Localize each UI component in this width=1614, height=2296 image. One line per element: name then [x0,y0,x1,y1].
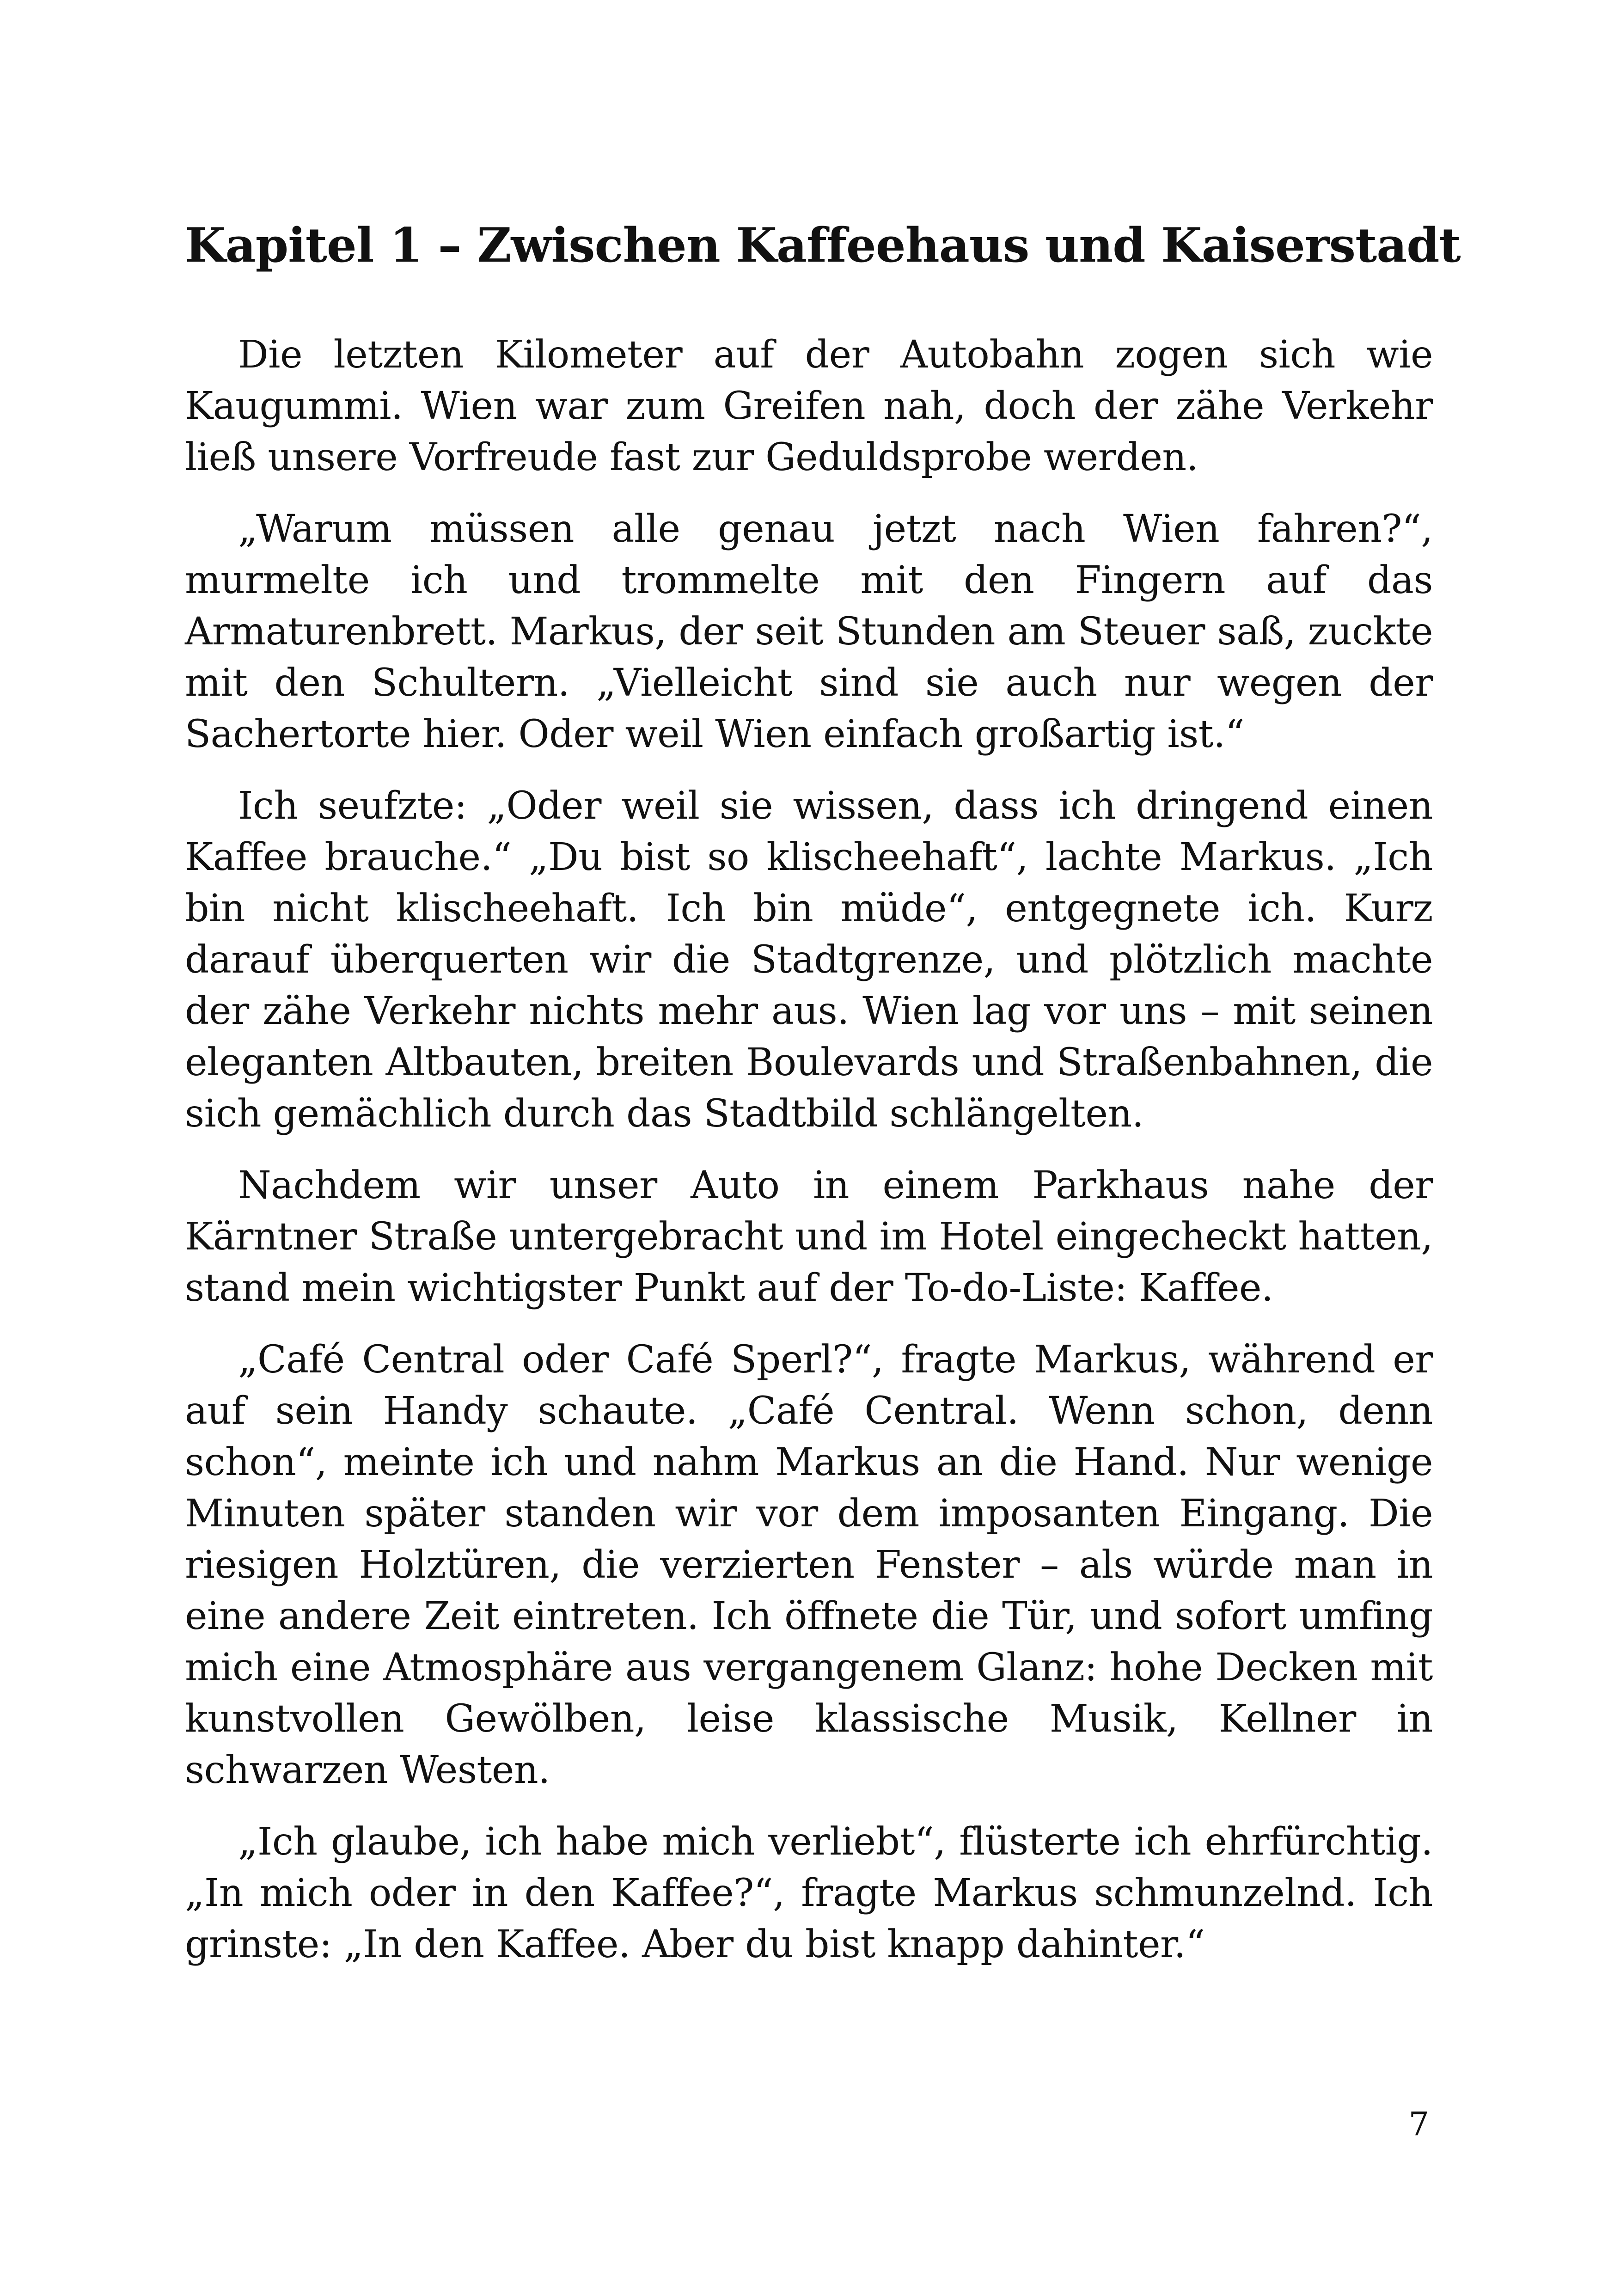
paragraph: Ich seufzte: „Oder weil sie wissen, dass ich dringend einen Kaffee brauche.“ „Du bist so klischeehaft“, lachte Markus. „Ich bin nicht klischeehaft. Ich bin müde“, entgegnete ich. Kurz darauf überquerten wir die Stadtgrenze, und plötzlich machte der zähe Verkehr nichts mehr aus. Wien lag vor uns – mit seinen eleganten Altbauten, breiten Boulevards und Straßenbahnen, die sich gemächlich durch das Stadtbild schlängelten. [185,784,1433,1136]
paragraph: „Warum müssen alle genau jetzt nach Wien fahren?“, murmelte ich und trommelte mit den Fingern auf das Armaturenbrett. Markus, der seit Stunden am Steuer saß, zuckte mit den Schultern. „Vielleicht sind sie auch nur wegen der Sachertorte hier. Oder weil Wien einfach großartig ist.“ [185,507,1433,757]
page-content [185,217,1461,1990]
chapter-title: Kapitel 1 – Zwischen Kaffeehaus und Kaiserstadt [185,218,1461,273]
paragraph: „Ich glaube, ich habe mich verliebt“, flüsterte ich ehrfürchtig. „In mich oder in den Kaffee?“, fragte Markus schmunzelnd. Ich grinste: „In den Kaffee. Aber du bist knapp dahinter.“ [185,1820,1433,1967]
paragraph: Die letzten Kilometer auf der Autobahn zogen sich wie Kaugummi. Wien war zum Greifen nah, doch der zähe Verkehr ließ unsere Vorfreude fast zur Geduldsprobe werden. [185,333,1433,480]
paragraph: „Café Central oder Café Sperl?“, fragte Markus, während er auf sein Handy schaute. „Café Central. Wenn schon, denn schon“, meinte ich und nahm Markus an die Hand. Nur wenige Minuten später standen wir vor dem imposanten Eingang. Die riesigen Holztüren, die verzierten Fenster – als würde man in eine andere Zeit eintreten. Ich öffnete die Tür, und sofort umfing mich eine Atmosphäre aus vergangenem Glanz: hohe Decken mit kunstvollen Gewölben, leise klassische Musik, Kellner in schwarzen Westen. [185,1338,1433,1793]
paragraph: Nachdem wir unser Auto in einem Parkhaus nahe der Kärntner Straße untergebracht und im Hotel eingecheckt hatten, stand mein wichtigster Punkt auf der To-do-Liste: Kaffee. [185,1163,1433,1310]
page-number: 7 [1408,2105,1429,2143]
